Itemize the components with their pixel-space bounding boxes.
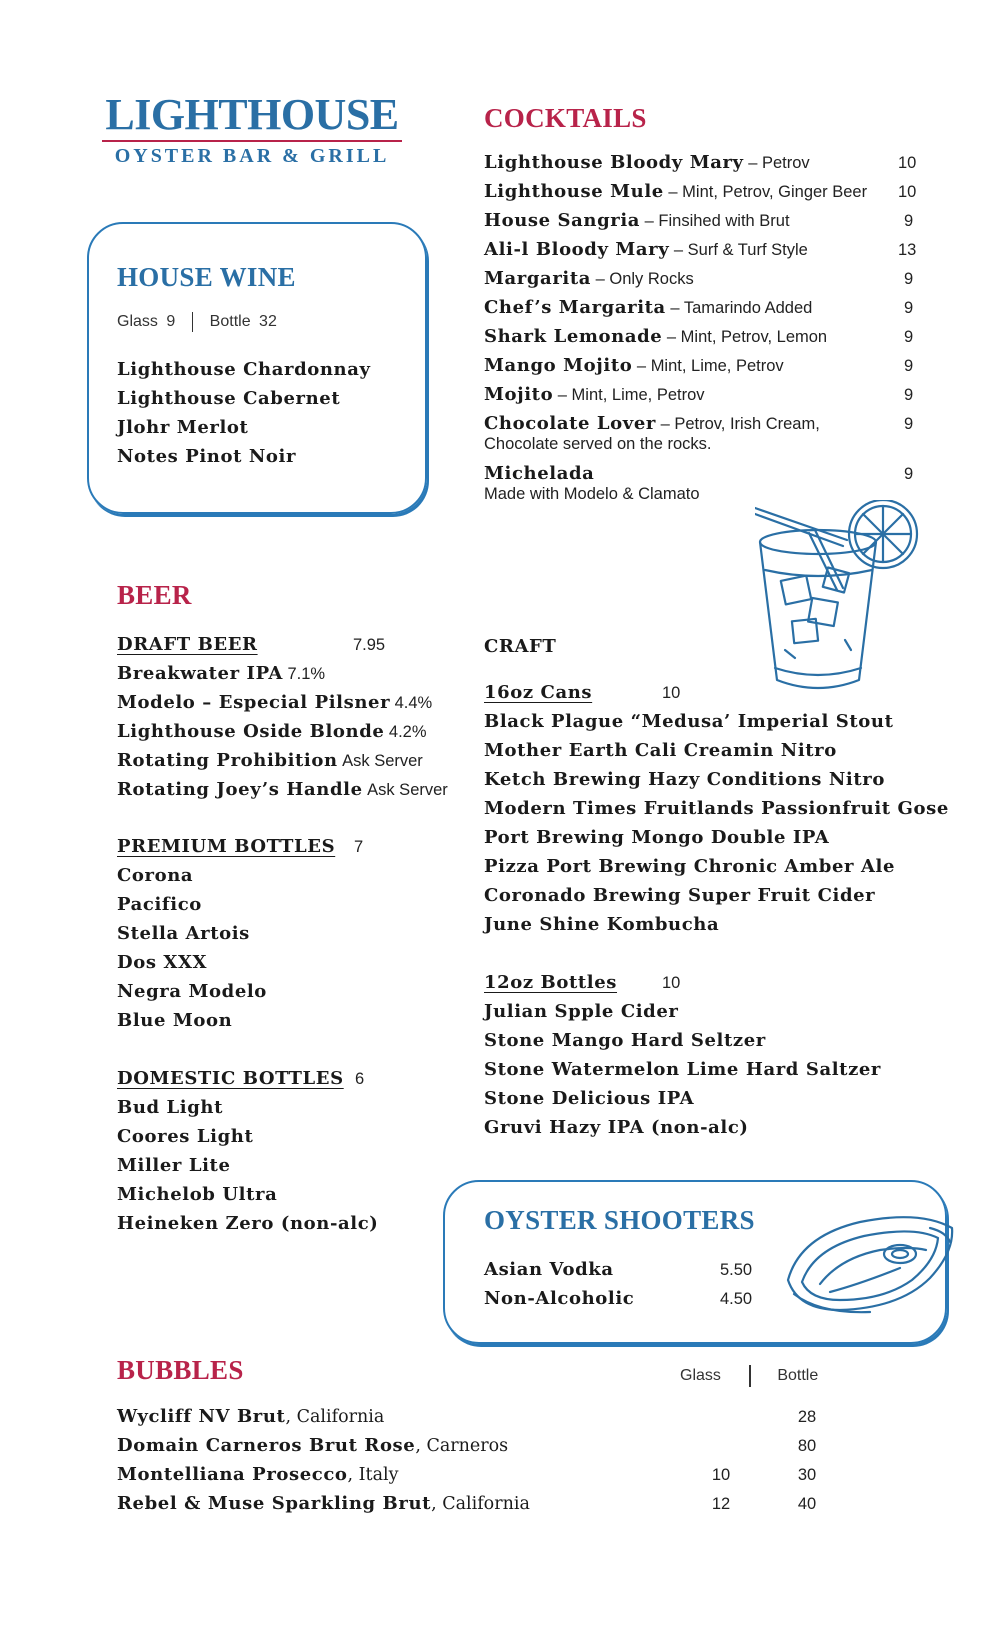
list-item: Bud Light (117, 1097, 224, 1118)
cocktail-price: 9 (904, 415, 914, 433)
domestic-bottles-label: DOMESTIC BOTTLES (117, 1068, 344, 1089)
list-item: Modern Times Fruitlands Passionfruit Gose (484, 798, 949, 819)
bubble-name: Wycliff NV Brut (117, 1406, 286, 1427)
cocktail-name: Lighthouse Bloody Mary (484, 152, 744, 173)
shooter-name: Asian Vodka (484, 1259, 614, 1280)
bubble-origin: , California (285, 1407, 385, 1427)
cocktail-row (484, 295, 914, 321)
house-wine-list (117, 355, 371, 471)
bubble-origin: , California (431, 1494, 530, 1514)
bubble-bottle-price: 80 (797, 1437, 817, 1455)
beer-name: Modelo – Especial Pilsner (117, 692, 391, 713)
bottles-header (484, 970, 681, 996)
cocktail-row (484, 411, 914, 437)
list-item: Mother Earth Cali Creamin Nitro (484, 740, 837, 761)
cocktail-row (484, 461, 914, 487)
bubble-name: Montelliana Prosecco (117, 1464, 348, 1485)
cocktail-row (484, 208, 914, 234)
cocktail-name: Shark Lemonade (484, 326, 663, 347)
cocktail-desc: – Tamarindo Added (665, 299, 813, 317)
glass-price: 9 (166, 313, 176, 331)
cocktail-glass-illustration (755, 500, 930, 700)
logo-rule (102, 140, 402, 142)
cocktail-price: 9 (904, 299, 914, 317)
cocktail-row (484, 179, 917, 205)
cocktail-row (484, 266, 914, 292)
bubble-bottle-price: 40 (797, 1495, 817, 1513)
beer-note: 7.1% (287, 665, 326, 683)
list-item: Corona (117, 865, 194, 886)
glass-label: Glass (680, 1367, 721, 1385)
cocktail-row (484, 237, 917, 263)
list-item (484, 1257, 764, 1283)
cocktail-name: Mango Mojito (484, 355, 633, 376)
list-item: Stone Mango Hard Seltzer (484, 1030, 766, 1051)
cocktail-desc: – Only Rocks (591, 270, 694, 288)
cocktail-name: Ali-l Bloody Mary (484, 239, 670, 260)
list-item (117, 748, 423, 774)
oyster-shooters-heading: OYSTER SHOOTERS (484, 1205, 755, 1235)
list-item (117, 1433, 857, 1459)
list-item (117, 1462, 857, 1488)
beer-note: 4.2% (388, 723, 427, 741)
cocktail-row (484, 353, 914, 379)
logo-subtitle: OYSTER BAR & GRILL (114, 145, 390, 167)
bottles-price: 10 (662, 974, 681, 992)
bubble-name: Rebel & Muse Sparkling Brut (117, 1493, 432, 1514)
oyster-illustration (780, 1208, 960, 1318)
list-item (117, 719, 427, 745)
cans-header (484, 680, 681, 706)
cocktail-price: 9 (904, 212, 914, 230)
list-item: Stella Artois (117, 923, 250, 944)
cocktail-desc: – Mint, Petrov, Ginger Beer (663, 183, 868, 201)
house-wine-prices (117, 312, 277, 332)
cocktail-name: Chocolate Lover (484, 413, 656, 434)
list-item (484, 1286, 764, 1312)
cocktail-desc: – Surf & Turf Style (669, 241, 808, 259)
divider (192, 312, 194, 332)
list-item (117, 777, 448, 803)
cocktail-row (484, 382, 914, 408)
list-item: Stone Delicious IPA (484, 1088, 695, 1109)
cocktail-desc: – Petrov (743, 154, 810, 172)
shooter-name: Non-Alcoholic (484, 1288, 635, 1309)
list-item: Blue Moon (117, 1010, 233, 1031)
beer-note: 4.4% (394, 694, 433, 712)
bubble-bottle-price: 28 (797, 1408, 817, 1426)
bubble-name: Domain Carneros Brut Rose (117, 1435, 416, 1456)
list-item: Michelob Ultra (117, 1184, 278, 1205)
list-item: Heineken Zero (non-alc) (117, 1213, 379, 1234)
cocktail-name: Margarita (484, 268, 592, 289)
list-item: Pacifico (117, 894, 202, 915)
shooter-price: 4.50 (720, 1290, 753, 1308)
cocktail-price: 9 (904, 328, 914, 346)
house-wine-heading: HOUSE WINE (117, 262, 296, 292)
logo (102, 92, 402, 167)
divider (749, 1365, 751, 1387)
bubbles-price-header (680, 1365, 818, 1387)
bottle-price: 32 (259, 313, 277, 331)
cocktail-desc: – Petrov, Irish Cream, (655, 415, 820, 433)
shooter-price: 5.50 (720, 1261, 753, 1279)
cocktail-desc-line2: Made with Modelo & Clamato (484, 485, 700, 503)
list-item: Negra Modelo (117, 981, 267, 1002)
list-item: Coores Light (117, 1126, 254, 1147)
list-item: Port Brewing Mongo Double IPA (484, 827, 830, 848)
list-item: Notes Pinot Noir (117, 446, 297, 467)
bottles-label: 12oz Bottles (484, 972, 618, 993)
list-item: Julian Spple Cider (484, 1001, 679, 1022)
list-item: Black Plague “Medusa’ Imperial Stout (484, 711, 894, 732)
draft-beer-header (117, 632, 386, 658)
bottle-label: Bottle (777, 1367, 819, 1385)
cocktail-row (484, 150, 917, 176)
bottle-label: Bottle (209, 313, 251, 331)
cocktail-name: Mojito (484, 384, 554, 405)
cocktail-price: 9 (904, 357, 914, 375)
cocktail-price: 13 (898, 241, 917, 259)
list-item (117, 690, 432, 716)
cocktail-desc-line2: Chocolate served on the rocks. (484, 435, 712, 453)
domestic-bottles-header (117, 1066, 365, 1092)
cocktail-price: 10 (898, 154, 917, 172)
beer-name: Breakwater IPA (117, 663, 283, 684)
cocktail-name: Chef’s Margarita (484, 297, 666, 318)
cans-label: 16oz Cans (484, 682, 593, 703)
glass-label: Glass (117, 313, 158, 331)
cocktail-desc: – Mint, Lime, Petrov (553, 386, 705, 404)
list-item (117, 661, 325, 687)
cocktail-name: Lighthouse Mule (484, 181, 664, 202)
bubble-origin: , Italy (347, 1465, 399, 1485)
beer-note: Ask Server (342, 752, 423, 770)
cocktail-price: 9 (904, 465, 914, 483)
bubble-origin: , Carneros (415, 1436, 509, 1456)
cocktails-heading: COCKTAILS (484, 103, 647, 133)
beer-heading: BEER (117, 580, 192, 610)
list-item (117, 1491, 857, 1517)
list-item: Ketch Brewing Hazy Conditions Nitro (484, 769, 885, 790)
list-item: Coronado Brewing Super Fruit Cider (484, 885, 876, 906)
cocktail-name: Michelada (484, 463, 595, 484)
cocktail-name: House Sangria (484, 210, 641, 231)
draft-beer-price: 7.95 (353, 636, 386, 654)
list-item: Gruvi Hazy IPA (non-alc) (484, 1117, 749, 1138)
logo-title: LIGHTHOUSE (105, 90, 399, 139)
list-item: Lighthouse Chardonnay (117, 359, 371, 380)
cocktail-desc: – Finsihed with Brut (640, 212, 790, 230)
cocktail-desc: – Mint, Lime, Petrov (632, 357, 784, 375)
domestic-bottles-price: 6 (355, 1070, 365, 1088)
bubbles-heading: BUBBLES (117, 1355, 244, 1385)
cans-price: 10 (662, 684, 681, 702)
premium-bottles-header (117, 834, 364, 860)
beer-name: Rotating Joey’s Handle (117, 779, 363, 800)
list-item: Stone Watermelon Lime Hard Saltzer (484, 1059, 882, 1080)
beer-name: Lighthouse Oside Blonde (117, 721, 385, 742)
list-item: Pizza Port Brewing Chronic Amber Ale (484, 856, 895, 877)
cocktail-desc: – Mint, Petrov, Lemon (662, 328, 828, 346)
craft-heading: CRAFT (484, 636, 557, 657)
bubble-glass-price: 10 (711, 1466, 731, 1484)
list-item: Jlohr Merlot (117, 417, 249, 438)
premium-bottles-label: PREMIUM BOTTLES (117, 836, 336, 857)
beer-name: Rotating Prohibition (117, 750, 338, 771)
cocktail-price: 9 (904, 386, 914, 404)
beer-note: Ask Server (367, 781, 448, 799)
list-item: June Shine Kombucha (484, 914, 720, 935)
list-item: Dos XXX (117, 952, 208, 973)
list-item: Miller Lite (117, 1155, 231, 1176)
list-item (117, 1404, 857, 1430)
list-item: Lighthouse Cabernet (117, 388, 341, 409)
premium-bottles-price: 7 (354, 838, 364, 856)
cocktail-price: 10 (898, 183, 917, 201)
draft-beer-label: DRAFT BEER (117, 634, 258, 655)
bubble-glass-price: 12 (711, 1495, 731, 1513)
cocktail-price: 9 (904, 270, 914, 288)
cocktail-row (484, 324, 914, 350)
bubble-bottle-price: 30 (797, 1466, 817, 1484)
